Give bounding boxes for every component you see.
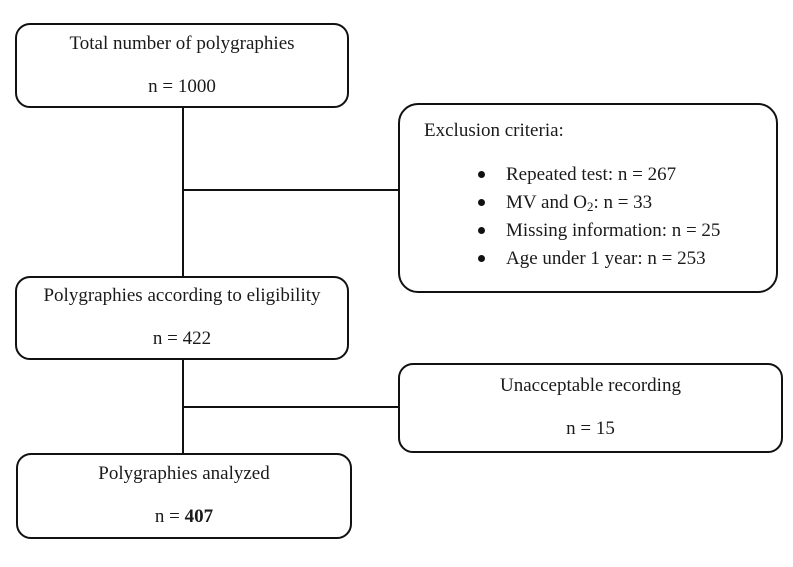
- analyzed-count-value: 407: [184, 506, 214, 527]
- exclusion-item-age-under-1-year: [478, 245, 762, 273]
- node-total-count: n = 1000: [148, 75, 216, 97]
- exclusion-item-text: Age under 1 year: n = 253: [506, 248, 706, 269]
- node-analyzed-count: [155, 506, 213, 529]
- connector-total-to-eligibility: [182, 108, 184, 276]
- bullet-icon: [478, 255, 485, 262]
- node-exclusion-criteria: [398, 103, 778, 293]
- node-total-label: Total number of polygraphies: [69, 32, 295, 54]
- node-unacceptable-count: n = 15: [566, 418, 615, 439]
- exclusion-item-subscript: 2: [586, 199, 594, 214]
- bullet-icon: [478, 227, 485, 234]
- node-analyzed-label: Polygraphies analyzed: [98, 463, 270, 485]
- exclusion-item-text: Missing information: n = 25: [506, 220, 721, 241]
- exclusion-item-mv-o2: [478, 189, 762, 217]
- connector-branch-unacceptable: [183, 406, 399, 408]
- node-eligibility-label: Polygraphies according to eligibility: [43, 285, 321, 307]
- bullet-icon: [478, 171, 485, 178]
- node-unacceptable-label: Unacceptable recording: [500, 375, 681, 397]
- node-total-polygraphies: [15, 23, 349, 108]
- analyzed-count-prefix: n =: [154, 506, 185, 527]
- exclusion-title: Exclusion criteria:: [424, 120, 564, 141]
- exclusion-item-text: Repeated test: n = 267: [506, 164, 677, 185]
- exclusion-item-repeated-test: [478, 161, 762, 189]
- node-eligibility: [15, 276, 349, 360]
- node-eligibility-count: n = 422: [152, 328, 212, 349]
- exclusion-item-text: MV and O: [506, 192, 587, 213]
- bullet-icon: [478, 199, 485, 206]
- connector-branch-exclusion: [183, 189, 399, 191]
- exclusion-list: [424, 161, 762, 273]
- exclusion-item-missing-information: [478, 217, 762, 245]
- exclusion-item-text-post: : n = 33: [593, 192, 653, 213]
- node-unacceptable-recording: [398, 363, 783, 453]
- node-polygraphies-analyzed: [16, 453, 352, 539]
